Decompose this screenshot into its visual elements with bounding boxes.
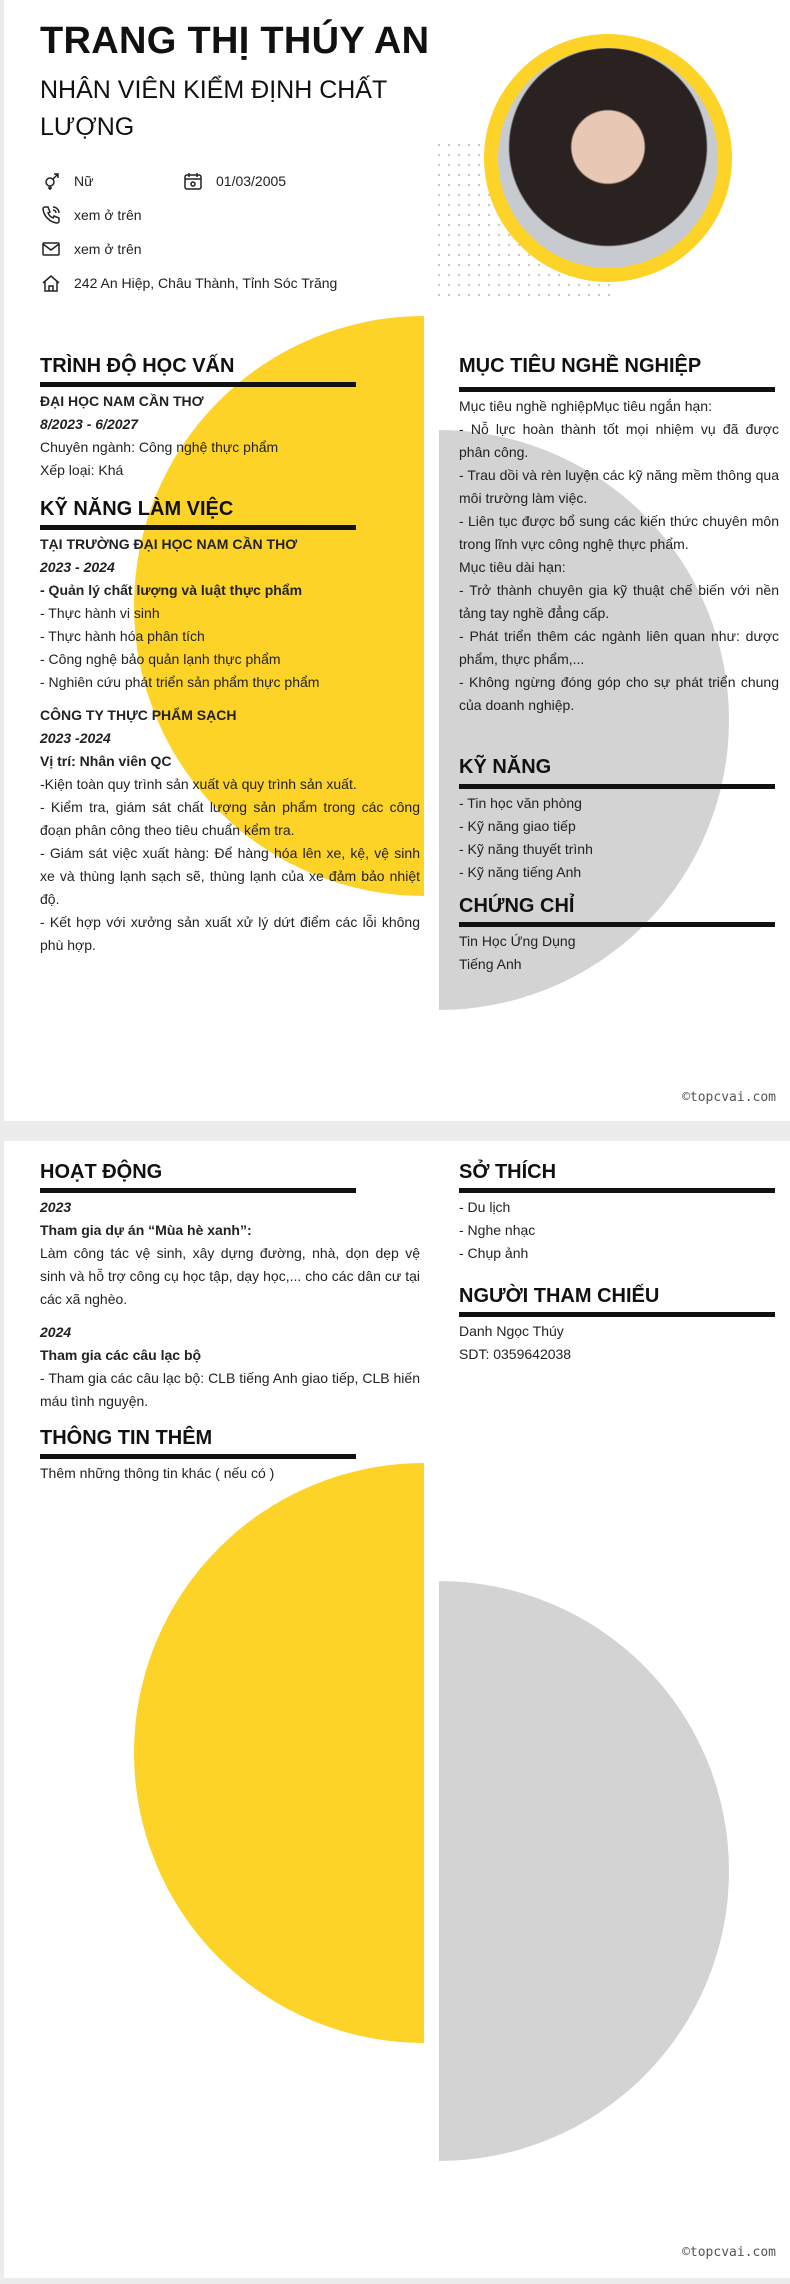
experience-section: [40, 533, 420, 957]
additional-text: Thêm những thông tin khác ( nếu có ): [40, 1465, 275, 1481]
list-item: - Chụp ảnh: [459, 1245, 529, 1261]
reference-phone: SDT: 0359642038: [459, 1346, 572, 1362]
certificates-title: CHỨNG CHỈ: [459, 895, 575, 917]
list-item: - Kỹ năng giao tiếp: [459, 818, 576, 834]
list-item: - Thực hành vi sinh: [40, 605, 160, 621]
activity-year-2: 2024: [40, 1324, 72, 1340]
cv-page-1: [4, 0, 790, 1121]
list-item: Tin Học Ứng Dụng: [459, 933, 576, 949]
watermark: ©topcvai.com: [682, 2245, 776, 2260]
hobbies-title: SỞ THÍCH: [459, 1161, 557, 1183]
email-value: xem ở trên: [74, 241, 142, 257]
objective-section: [459, 395, 779, 717]
references-title: NGƯỜI THAM CHIẾU: [459, 1285, 660, 1307]
list-item: - Kiểm tra, giám sát chất lượng sản phẩm trong các công đoạn phân công theo tiêu chuẩn kểm tra.: [40, 799, 420, 838]
list-item: - Nghiên cứu phát triển sản phẩm thực phẩm: [40, 674, 320, 690]
list-item: - Du lịch: [459, 1199, 511, 1215]
candidate-name: TRANG THỊ THÚY AN: [40, 20, 430, 62]
gender-value: Nữ: [74, 173, 94, 189]
candidate-role: NHÂN VIÊN KIỂM ĐỊNH CHẤT LƯỢNG: [40, 76, 387, 141]
skills-section: [459, 792, 779, 884]
calendar-icon: [182, 170, 204, 192]
list-item: - Giám sát việc xuất hàng: Để hàng hóa lên xe, kệ, vệ sinh xe và thùng lạnh sạch sẽ, thùng lạnh của xe đảm bảo nhiệt độ.: [40, 845, 420, 907]
references-divider: [459, 1312, 775, 1317]
experience-title: KỸ NĂNG LÀM VIỆC: [40, 498, 234, 520]
experience-period-2: 2023 -2024: [40, 730, 111, 746]
objective-line: - Phát triển thêm các ngành liên quan như: dược phẩm, thực phẩm,...: [459, 628, 779, 667]
skills-title: KỸ NĂNG: [459, 756, 552, 778]
list-item: - Công nghệ bảo quản lạnh thực phẩm: [40, 651, 281, 667]
list-item: - Tin học văn phòng: [459, 795, 582, 811]
additional-title: THÔNG TIN THÊM: [40, 1427, 213, 1449]
hobbies-section: [459, 1196, 779, 1265]
watermark: ©topcvai.com: [682, 1090, 776, 1105]
list-item: Tiếng Anh: [459, 956, 522, 972]
mail-icon: [40, 238, 62, 260]
objective-line: - Trở thành chuyên gia kỹ thuật chế biến với nền tảng tay nghề đẳng cấp.: [459, 582, 779, 621]
phone-icon: [40, 204, 62, 226]
experience-org-2: CÔNG TY THỰC PHẨM SẠCH: [40, 707, 237, 723]
activities-section: [40, 1196, 420, 1413]
reference-name: Danh Ngọc Thúy: [459, 1323, 564, 1339]
experience-period-1: 2023 - 2024: [40, 559, 115, 575]
activity-desc-1: Làm công tác vệ sinh, xây dựng đường, nhà, dọn dẹp vệ sinh và hỗ trợ công cụ học tập, dạy học,... cho các dân cư tại các xã nghèo.: [40, 1245, 420, 1307]
certificates-divider: [459, 922, 775, 927]
cv-page-2: [4, 1141, 790, 2278]
objective-line: Mục tiêu nghề nghiệpMục tiêu ngắn hạn:: [459, 398, 712, 414]
email-row: [40, 238, 142, 260]
list-item: - Nghe nhạc: [459, 1222, 536, 1238]
birthday-value: 01/03/2005: [216, 173, 287, 189]
objective-line: - Không ngừng đóng góp cho sự phát triển chung của doanh nghiệp.: [459, 674, 779, 713]
gender-icon: [40, 170, 62, 192]
experience-position-2: Vị trí: Nhân viên QC: [40, 753, 172, 769]
activities-divider: [40, 1188, 356, 1193]
experience-divider: [40, 525, 356, 530]
address-row: [40, 272, 337, 294]
experience-subtitle-1: - Quản lý chất lượng và luật thực phẩm: [40, 582, 303, 598]
list-item: - Thực hành hóa phân tích: [40, 628, 205, 644]
education-school: ĐẠI HỌC NAM CẦN THƠ: [40, 393, 204, 409]
objective-divider: [459, 387, 775, 392]
activity-year-1: 2023: [40, 1199, 72, 1215]
activity-name-1: Tham gia dự án “Mùa hè xanh”:: [40, 1222, 252, 1238]
birthday-row: [182, 170, 286, 192]
skills-divider: [459, 784, 775, 789]
hobbies-divider: [459, 1188, 775, 1193]
home-icon: [40, 272, 62, 294]
education-period: 8/2023 - 6/2027: [40, 416, 139, 432]
experience-org-1: TẠI TRƯỜNG ĐẠI HỌC NAM CẦN THƠ: [40, 536, 298, 552]
objective-line: Mục tiêu dài hạn:: [459, 559, 566, 575]
education-divider: [40, 382, 356, 387]
education-section: [40, 390, 420, 482]
list-item: - Kỹ năng tiếng Anh: [459, 864, 582, 880]
activity-name-2: Tham gia các câu lạc bộ: [40, 1347, 202, 1363]
phone-value: xem ở trên: [74, 207, 142, 223]
additional-divider: [40, 1454, 356, 1459]
education-grade: Xếp loại: Khá: [40, 462, 124, 478]
certificates-section: [459, 930, 779, 976]
education-title: TRÌNH ĐỘ HỌC VẤN: [40, 355, 235, 377]
objective-line: - Trau dồi và rèn luyện các kỹ năng mềm thông qua môi trường làm việc.: [459, 467, 779, 506]
gender-row: [40, 170, 93, 192]
list-item: -Kiện toàn quy trình sản xuất và quy trình sản xuất.: [40, 776, 357, 792]
phone-row: [40, 204, 142, 226]
education-major: Chuyên ngành: Công nghệ thực phẩm: [40, 439, 279, 455]
address-value: 242 An Hiệp, Châu Thành, Tỉnh Sóc Trăng: [74, 275, 338, 291]
activity-desc-2: - Tham gia các câu lạc bộ: CLB tiếng Anh giao tiếp, CLB hiến máu tình nguyện.: [40, 1370, 420, 1409]
activities-title: HOẠT ĐỘNG: [40, 1161, 163, 1183]
objective-line: - Nỗ lực hoàn thành tốt mọi nhiệm vụ đã được phân công.: [459, 421, 779, 460]
objective-line: - Liên tục được bổ sung các kiến thức chuyên môn trong lĩnh vực công nghệ thực phẩm.: [459, 513, 779, 552]
avatar: [498, 48, 718, 268]
objective-title: MỤC TIÊU NGHỀ NGHIỆP: [459, 355, 702, 377]
references-section: [459, 1320, 779, 1366]
list-item: - Kết hợp với xưởng sản xuất xử lý dứt điểm các lỗi không phù hợp.: [40, 914, 420, 953]
list-item: - Kỹ năng thuyết trình: [459, 841, 593, 857]
